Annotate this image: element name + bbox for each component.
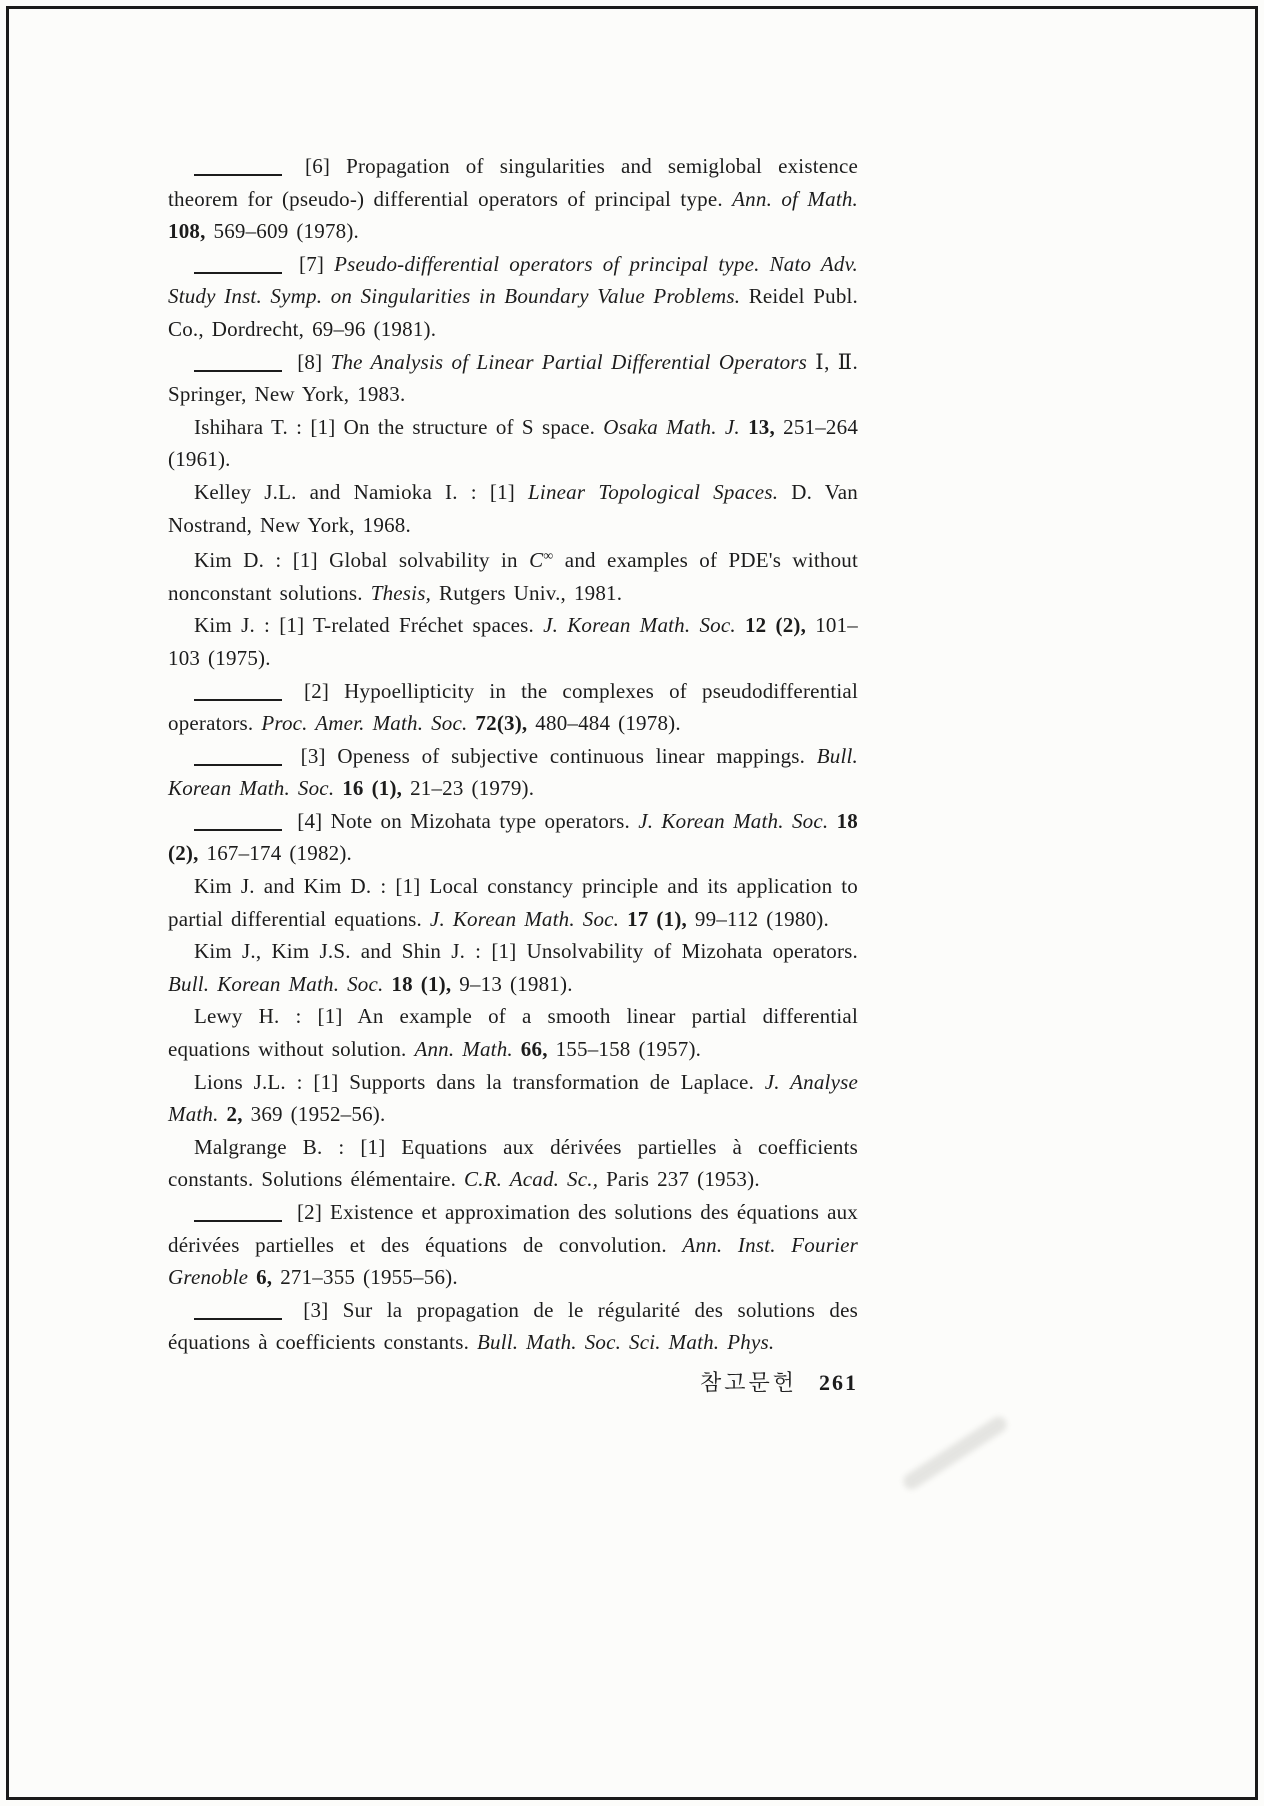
reference-text-segment <box>736 613 745 637</box>
reference-text-segment: J. Korean Math. Soc. <box>429 906 620 931</box>
reference-text-segment: Paris 237 (1953). <box>598 1167 760 1192</box>
reference-text-segment <box>828 809 836 833</box>
reference-text-segment: D. Van Nostrand, New York, 1968. <box>168 479 858 537</box>
footer-page-number: 261 <box>819 1370 858 1395</box>
reference-text-segment: Lions J.L. : [1] Supports dans la transformation de Laplace. <box>194 1069 765 1094</box>
reference-text-segment: [2] Existence et approximation des solutions des équations aux dérivées partielles et des équations de convolution. <box>168 1200 858 1257</box>
same-author-rule <box>194 1208 282 1222</box>
reference-text-segment: C.R. Acad. Sc., <box>464 1167 599 1192</box>
reference-entry <box>168 1000 858 1065</box>
reference-entry <box>168 805 858 870</box>
reference-text-segment: 13, <box>748 414 775 439</box>
reference-text-segment: Ann. Inst. Fourier Grenoble <box>168 1232 858 1290</box>
reference-list <box>168 150 858 1359</box>
reference-text-segment: The Analysis of Linear Partial Differential Operators <box>330 349 808 374</box>
reference-entry <box>168 740 858 805</box>
references-section <box>168 150 858 1359</box>
reference-text-segment: 6, <box>256 1265 273 1290</box>
page-footer <box>168 1366 858 1397</box>
same-author-rule <box>194 1306 282 1320</box>
reference-entry <box>168 150 858 248</box>
reference-text-segment: J. Analyse Math. <box>168 1069 858 1127</box>
reference-entry <box>168 870 858 935</box>
footer-section-title: 참고문헌 <box>699 1370 797 1395</box>
reference-entry <box>168 675 858 740</box>
reference-text-segment: 16 (1), <box>342 776 403 801</box>
reference-text-segment: Reidel Publ. Co., Dordrecht, 69–96 (1981). <box>168 284 858 341</box>
reference-entry <box>168 346 858 411</box>
reference-text-segment <box>740 415 748 439</box>
reference-text-segment: 18 (1), <box>391 971 452 996</box>
reference-text-segment: 369 (1952–56). <box>242 1102 386 1127</box>
reference-text-segment <box>513 1037 521 1061</box>
reference-entry <box>168 609 858 674</box>
reference-text-segment: J. Korean Math. Soc. <box>638 808 829 833</box>
reference-text-segment: 108, <box>168 219 206 244</box>
reference-text-segment: [3] Openess of subjective continuous linear mappings. <box>289 743 817 768</box>
reference-text-segment: Thesis, <box>370 580 432 605</box>
reference-text-segment: Ishihara T. : [1] On the structure of S space. <box>194 414 604 439</box>
reference-text-segment: [4] Note on Mizohata type operators. <box>289 808 639 833</box>
reference-text-segment: [8] <box>289 349 331 374</box>
same-author-rule <box>194 817 282 831</box>
reference-text-segment: 66, <box>520 1037 548 1062</box>
reference-text-segment: 12 (2), <box>744 613 807 638</box>
reference-text-segment: and examples of PDE's without nonconstant solutions. <box>168 548 858 605</box>
reference-text-segment: Kim J., Kim J.S. and Shin J. : [1] Unsolvability of Mizohata operators. <box>194 939 858 964</box>
reference-entry <box>168 248 858 346</box>
same-author-rule <box>194 687 282 701</box>
scan-artifact-smudge <box>900 1414 1009 1493</box>
reference-entry <box>168 935 858 1000</box>
reference-entry <box>168 1131 858 1196</box>
reference-text-segment: Bull. Korean Math. Soc. <box>168 971 384 996</box>
reference-entry <box>168 541 858 609</box>
same-author-rule <box>194 162 282 176</box>
reference-text-segment: 155–158 (1957). <box>547 1037 702 1062</box>
reference-text-segment: 251–264 (1961). <box>168 414 859 472</box>
reference-text-segment: Kim D. : [1] Global solvability in <box>194 548 530 573</box>
reference-text-segment: Malgrange B. : [1] Equations aux dérivées partielles à coefficients constants. Solutions élémentaire. <box>168 1134 858 1192</box>
reference-text-segment: 21–23 (1979). <box>402 776 535 801</box>
reference-text-segment: 99–112 (1980). <box>686 906 829 931</box>
reference-text-segment: [6] Propagation of singularities and semiglobal existence theorem for (pseudo-) differential operators of principal type. <box>168 154 858 211</box>
reference-text-segment: 18 (2), <box>168 808 858 866</box>
reference-text-segment: Linear Topological Spaces. <box>528 479 779 504</box>
reference-text-segment: Bull. Math. Soc. Sci. Math. Phys. <box>476 1330 775 1355</box>
reference-text-segment <box>248 1265 256 1289</box>
reference-text-segment: Proc. Amer. Math. Soc. <box>261 711 468 736</box>
reference-text-segment: ∞ <box>543 549 554 565</box>
same-author-rule <box>194 752 282 766</box>
reference-entry <box>168 1066 858 1131</box>
reference-text-segment: 569–609 (1978). <box>205 219 359 244</box>
reference-text-segment: 480–484 (1978). <box>527 711 681 736</box>
reference-text-segment: Ann. Math. <box>414 1037 513 1062</box>
same-author-rule <box>194 358 282 372</box>
reference-text-segment: 101–103 (1975). <box>168 613 858 670</box>
reference-text-segment: 72(3), <box>475 711 528 736</box>
reference-text-segment: Ⅰ, Ⅱ. Springer, New York, 1983. <box>168 349 858 407</box>
reference-text-segment: 271–355 (1955–56). <box>272 1265 458 1290</box>
reference-text-segment <box>619 907 627 931</box>
reference-text-segment: Kelley J.L. and Namioka I. : [1] <box>194 479 529 504</box>
same-author-rule <box>194 260 282 274</box>
reference-text-segment: Kim J. and Kim D. : [1] Local constancy principle and its application to partial differential equations. <box>168 874 858 931</box>
reference-entry <box>168 476 858 541</box>
reference-text-segment: Osaka Math. J. <box>603 414 740 439</box>
reference-text-segment: 2, <box>226 1102 243 1127</box>
reference-text-segment: [7] <box>289 251 335 276</box>
reference-text-segment: Pseudo-differential operators of principal type. Nato Adv. Study Inst. Symp. on Singularities in Boundary Value Problems. <box>168 251 858 309</box>
reference-text-segment: C <box>529 548 544 573</box>
reference-text-segment: Lewy H. : [1] An example of a smooth linear partial differential equations without solution. <box>168 1004 858 1062</box>
reference-text-segment: Bull. Korean Math. Soc. <box>168 743 858 801</box>
reference-entry <box>168 1196 858 1294</box>
reference-text-segment: [2] Hypoellipticity in the complexes of pseudodifferential operators. <box>168 678 858 736</box>
reference-text-segment: Kim J. : [1] T-related Fréchet spaces. <box>194 613 544 638</box>
reference-text-segment: [3] Sur la propagation de le régularité des solutions des équations à coefficients constants. <box>168 1297 858 1355</box>
reference-text-segment: Rutgers Univ., 1981. <box>431 580 623 605</box>
reference-text-segment: 9–13 (1981). <box>451 971 573 996</box>
reference-text-segment: Ann. of Math. <box>732 186 858 211</box>
reference-entry <box>168 1294 858 1359</box>
reference-text-segment: 167–174 (1982). <box>198 841 352 866</box>
reference-text-segment: J. Korean Math. Soc. <box>543 613 736 638</box>
reference-text-segment: 17 (1), <box>627 906 687 931</box>
reference-text-segment <box>219 1102 227 1126</box>
reference-entry <box>168 411 858 476</box>
